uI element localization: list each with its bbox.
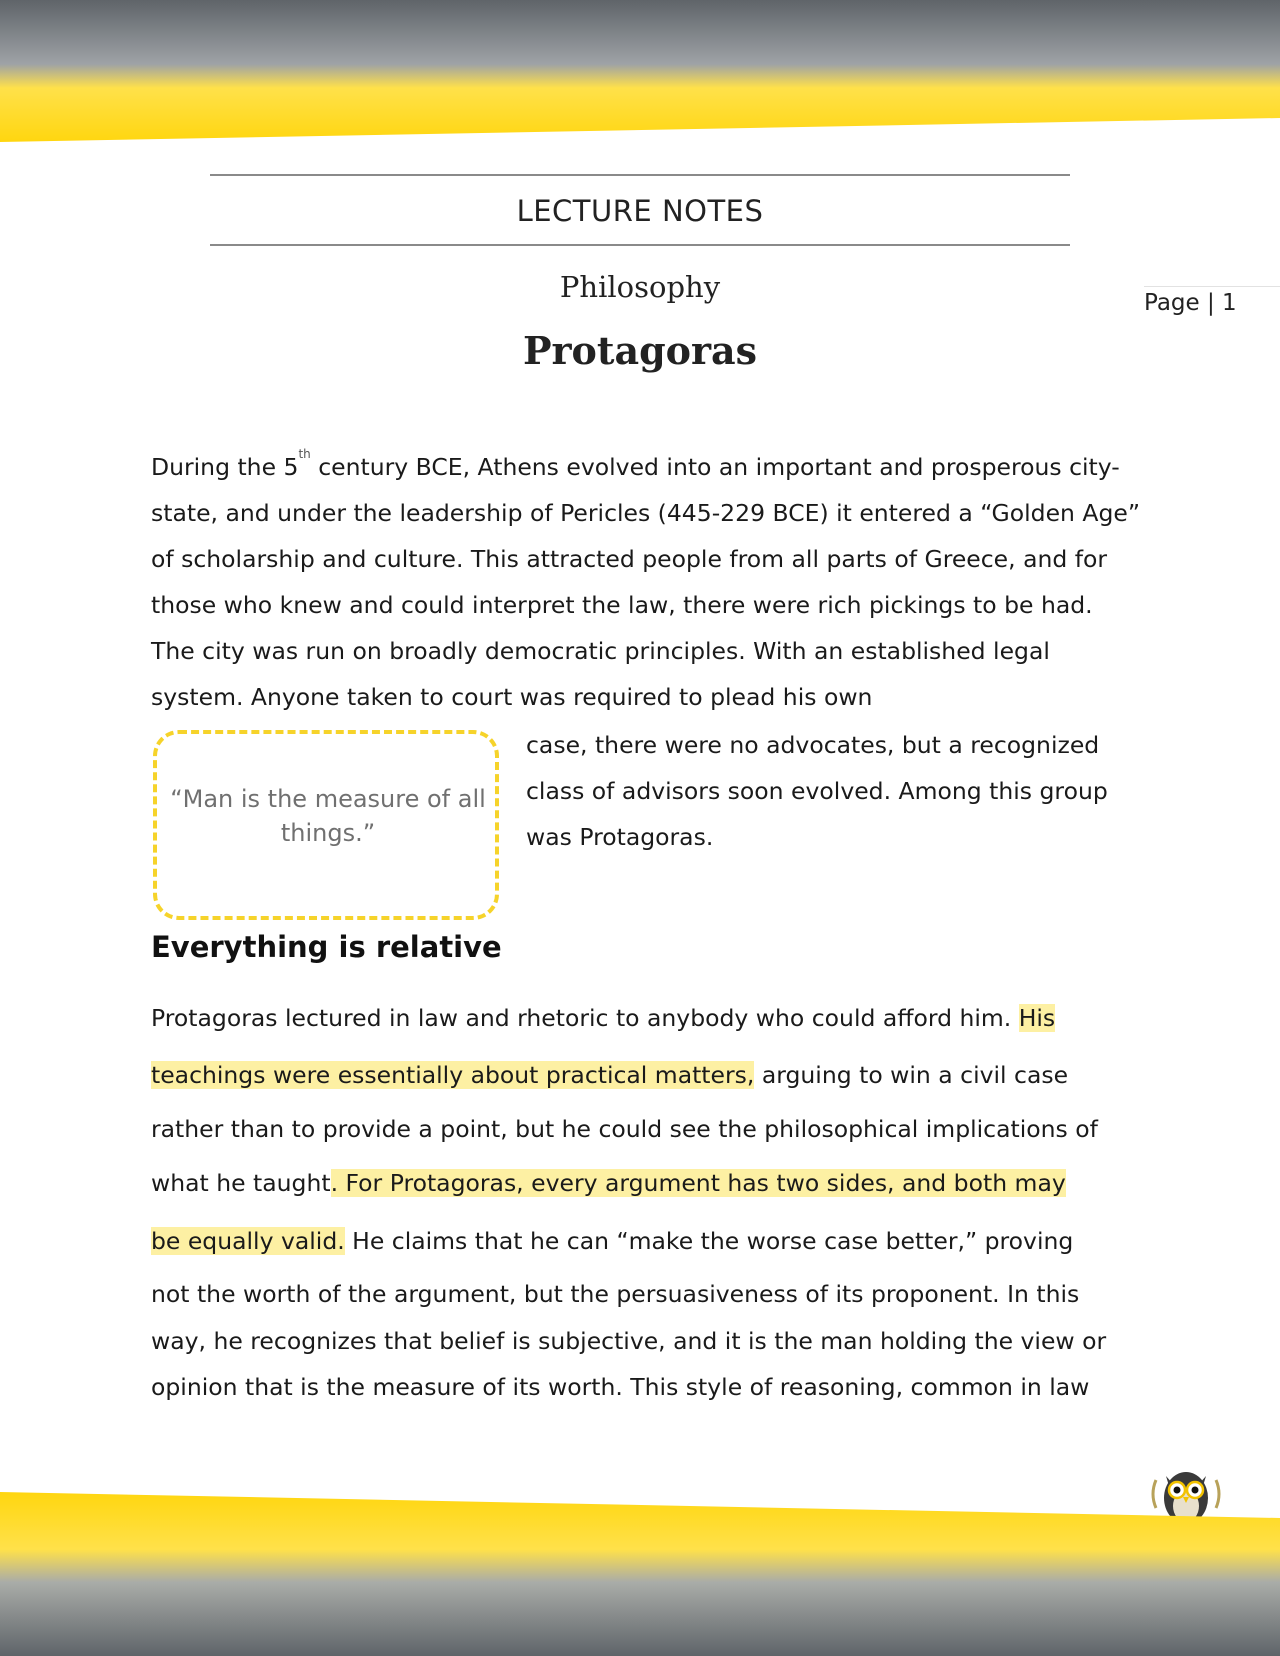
paragraph-line [151,1104,1141,1154]
page-title: Protagoras [522,328,758,373]
highlighted-text: teachings were essentially about practical matters, [151,1061,755,1089]
highlighted-text: . For Protagoras, every argument has two sides, and both may [330,1169,1066,1197]
header-block [210,174,1070,246]
paragraph-line [151,1046,1141,1104]
lecture-notes-label: LECTURE NOTES [516,194,764,228]
top-decorative-band [0,0,1280,150]
plain-text: Protagoras lectured in law and rhetoric to anybody who could afford him. [151,1004,1019,1032]
plain-text: not the worth of the argument, but the persuasiveness of its proponent. In this [151,1280,1080,1308]
intro-superscript: th [298,447,311,461]
paragraph-line [151,1318,1141,1364]
intro-text-b: century BCE, Athens evolved into an important and prosperous city-state, and under the leadership of Pericles (445-229 BCE) it entered a “Golden Age” of scholarship and culture. This attracted people from all parts of Greece, and for those who knew and could interpret the law, there were rich pickings to be had. The city was run on broadly democratic principles. With an established legal system. Anyone taken to court was required to plead his own [151,453,1141,711]
plain-text: rather than to provide a point, but he could see the philosophical implications of [151,1115,1098,1143]
intro-paragraph [151,444,1141,720]
plain-text: He claims that he can “make the worse case better,” proving [344,1227,1074,1255]
intro-text-a: During the 5 [151,453,299,481]
section-heading: Everything is relative [151,930,502,964]
highlighted-text: be equally valid. [151,1227,345,1255]
plain-text: what he taught [151,1169,331,1197]
subject-title: Philosophy [559,270,721,304]
page-number: Page | 1 [1144,286,1280,316]
plain-text: opinion that is the measure of its worth. This style of reasoning, common in law [151,1373,1090,1401]
paragraph-line [151,1154,1141,1212]
plain-text: arguing to win a civil case [754,1061,1069,1089]
paragraph-line [151,990,1141,1046]
bottom-decorative-band [0,1492,1280,1656]
pull-quote-text: “Man is the measure of all things.” [170,785,486,847]
paragraph-line [151,1364,1141,1410]
section-paragraph [151,990,1141,1410]
paragraph-line [151,1270,1141,1318]
intro-continuation: case, there were no advocates, but a recognized class of advisors soon evolved. Among this group was Protagoras. [526,731,1108,851]
plain-text: way, he recognizes that belief is subjective, and it is the man holding the view or [151,1327,1107,1355]
header-bottom-rule [210,244,1070,246]
highlighted-text: His [1018,1004,1056,1032]
paragraph-line [151,1212,1141,1270]
